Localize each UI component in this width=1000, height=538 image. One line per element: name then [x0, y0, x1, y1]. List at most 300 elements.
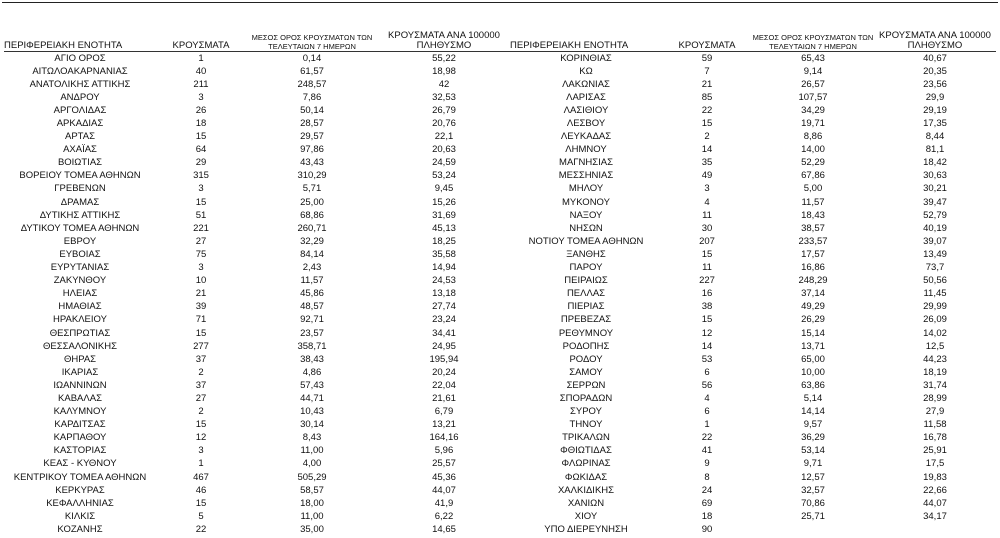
- left-per100k-cell: 26,79: [432, 104, 456, 116]
- right-region-cell: ΡΟΔΟΠΗΣ: [562, 340, 610, 352]
- left-cases-cell: 10: [195, 275, 207, 287]
- right-region-cell: ΠΙΕΡΙΑΣ: [567, 301, 605, 313]
- right-region-cell: ΧΙΟΥ: [574, 510, 598, 522]
- table-row: [4, 117, 996, 130]
- right-avg7-cell: 19,71: [801, 118, 825, 130]
- right-per100k-cell: 27,9: [925, 406, 945, 418]
- right-per100k-cell: 52,79: [923, 209, 947, 221]
- left-cases-cell: 3: [198, 262, 204, 274]
- left-region-cell: ΔΡΑΜΑΣ: [60, 196, 100, 208]
- left-cases-cell: 21: [195, 288, 207, 300]
- right-cases-cell: 15: [701, 118, 713, 130]
- left-region-cell: ΚΕΑΣ - ΚΥΘΝΟΥ: [43, 458, 117, 470]
- left-per100k-cell: 24,95: [432, 340, 456, 352]
- right-region-cell: ΤΗΝΟΥ: [569, 419, 603, 431]
- left-per100k-cell: 22,1: [434, 131, 454, 143]
- left-cases-cell: 18: [195, 118, 207, 130]
- right-avg7-cell: 32,57: [801, 484, 825, 496]
- right-cases-cell: 207: [699, 235, 715, 247]
- right-cases-cell: 22: [701, 104, 713, 116]
- table-row: [4, 510, 996, 523]
- right-avg7-cell: 26,29: [801, 314, 825, 326]
- right-avg7-cell: 9,14: [803, 65, 823, 77]
- left-avg7-cell: 18,00: [300, 497, 324, 509]
- left-per100k-cell: 20,76: [432, 118, 456, 130]
- left-per100k-cell: 14,94: [432, 262, 456, 274]
- header-avg7-right: ΜΕΣΟΣ ΟΡΟΣ ΚΡΟΥΣΜΑΤΩΝ ΤΩΝ ΤΕΛΕΥΤΑΙΩΝ 7 ΗΜΕΡΩΝ: [752, 22, 874, 51]
- right-avg7-cell: 37,14: [801, 288, 825, 300]
- right-avg7-cell: 16,86: [801, 262, 825, 274]
- top-border-line: [2, 2, 998, 3]
- left-cases-cell: 1: [198, 458, 204, 470]
- right-per100k-cell: 39,07: [923, 235, 947, 247]
- table-row: [4, 51, 996, 65]
- right-cases-cell: 14: [701, 340, 713, 352]
- left-region-cell: ΑΡΚΑΔΙΑΣ: [56, 118, 104, 130]
- right-region-cell: ΦΩΚΙΔΑΣ: [564, 471, 608, 483]
- left-region-cell: ΑΓΙΟ ΟΡΟΣ: [54, 52, 106, 64]
- left-cases-cell: 221: [193, 222, 209, 234]
- header-per100k-left: ΚΡΟΥΣΜΑΤΑ ΑΝΑ 100000 ΠΛΗΘΥΣΜΟ: [378, 22, 510, 51]
- table-row: [4, 300, 996, 313]
- right-avg7-cell: 36,29: [801, 432, 825, 444]
- right-region-cell: ΧΑΛΚΙΔΙΚΗΣ: [557, 484, 615, 496]
- left-region-cell: ΔΥΤΙΚΗΣ ΑΤΤΙΚΗΣ: [39, 209, 121, 221]
- left-region-cell: ΑΧΑΪΑΣ: [63, 144, 97, 156]
- table-row: [4, 248, 996, 261]
- right-region-cell: ΛΑΣΙΘΙΟΥ: [563, 104, 609, 116]
- left-per100k-cell: 53,24: [432, 170, 456, 182]
- right-per100k-cell: 16,78: [923, 432, 947, 444]
- right-region-cell: ΣΥΡΟΥ: [570, 406, 602, 418]
- right-cases-cell: 22: [701, 432, 713, 444]
- left-cases-cell: 2: [198, 406, 204, 418]
- left-cases-cell: 467: [193, 471, 209, 483]
- left-cases-cell: 12: [195, 432, 207, 444]
- left-per100k-cell: 20,63: [432, 144, 456, 156]
- left-cases-cell: 211: [193, 78, 209, 90]
- right-cases-cell: 56: [701, 379, 713, 391]
- right-per100k-cell: 17,35: [923, 118, 947, 130]
- right-per100k-cell: 18,19: [923, 366, 947, 378]
- table-row: [4, 91, 996, 104]
- right-avg7-cell: 107,57: [798, 91, 828, 103]
- left-avg7-cell: 11,57: [300, 275, 324, 287]
- left-region-cell: ΕΥΒΟΙΑΣ: [59, 248, 101, 260]
- right-per100k-cell: 73,7: [925, 262, 945, 274]
- left-cases-cell: 40: [195, 65, 207, 77]
- table-row: [4, 235, 996, 248]
- right-cases-cell: 6: [704, 406, 710, 418]
- left-region-cell: ΚΑΡΠΑΘΟΥ: [53, 432, 107, 444]
- left-region-cell: ΑΡΤΑΣ: [65, 131, 95, 143]
- right-avg7-cell: 13,71: [801, 340, 825, 352]
- table-row: [4, 353, 996, 366]
- right-cases-cell: 6: [704, 366, 710, 378]
- right-avg7-cell: 18,43: [801, 209, 825, 221]
- left-per100k-cell: 18,98: [432, 65, 456, 77]
- left-avg7-cell: 45,86: [300, 288, 324, 300]
- right-avg7-cell: 34,29: [801, 104, 825, 116]
- left-per100k-cell: 24,53: [432, 275, 456, 287]
- left-avg7-cell: 4,86: [302, 366, 322, 378]
- right-cases-cell: 4: [704, 196, 710, 208]
- left-region-cell: ΚΑΡΔΙΤΣΑΣ: [54, 419, 106, 431]
- left-region-cell: ΘΕΣΣΑΛΟΝΙΚΗΣ: [43, 340, 117, 352]
- right-avg7-cell: 11,57: [801, 196, 825, 208]
- left-region-cell: ΑΝΑΤΟΛΙΚΗΣ ΑΤΤΙΚΗΣ: [29, 78, 131, 90]
- left-avg7-cell: 92,71: [300, 314, 324, 326]
- right-per100k-cell: [874, 523, 996, 536]
- right-cases-cell: 4: [704, 392, 710, 404]
- left-avg7-cell: 0,14: [302, 52, 322, 64]
- right-region-cell: ΦΛΩΡΙΝΑΣ: [561, 458, 611, 470]
- left-cases-cell: 51: [195, 209, 207, 221]
- left-per100k-cell: 13,21: [432, 419, 456, 431]
- left-avg7-cell: 248,57: [297, 78, 327, 90]
- left-avg7-cell: 260,71: [297, 222, 327, 234]
- right-per100k-cell: 34,17: [923, 510, 947, 522]
- left-cases-cell: 5: [198, 510, 204, 522]
- left-cases-cell: 3: [198, 183, 204, 195]
- right-region-cell: ΜΑΓΝΗΣΙΑΣ: [559, 157, 613, 169]
- table-row: [4, 523, 996, 536]
- left-region-cell: ΘΕΣΠΡΩΤΙΑΣ: [49, 327, 111, 339]
- right-cases-cell: 14: [701, 144, 713, 156]
- right-cases-cell: 15: [701, 314, 713, 326]
- left-avg7-cell: 23,57: [300, 327, 324, 339]
- left-region-cell: ΒΟΡΕΙΟΥ ΤΟΜΕΑ ΑΘΗΝΩΝ: [19, 170, 141, 182]
- left-avg7-cell: 30,14: [300, 419, 324, 431]
- right-region-cell: ΛΗΜΝΟΥ: [565, 144, 607, 156]
- left-per100k-cell: 41,9: [434, 497, 454, 509]
- right-region-cell: ΤΡΙΚΑΛΩΝ: [562, 432, 610, 444]
- left-per100k-cell: 45,13: [432, 222, 456, 234]
- right-cases-cell: 69: [701, 497, 713, 509]
- table-row: [4, 484, 996, 497]
- left-avg7-cell: 25,00: [300, 196, 324, 208]
- right-region-cell: ΦΘΙΩΤΙΔΑΣ: [560, 445, 612, 457]
- left-cases-cell: 2: [198, 366, 204, 378]
- right-per100k-cell: 17,5: [925, 458, 945, 470]
- left-per100k-cell: 21,61: [432, 392, 456, 404]
- left-cases-cell: 315: [193, 170, 209, 182]
- table-row: [4, 261, 996, 274]
- right-avg7-cell: 38,57: [801, 222, 825, 234]
- right-region-cell: ΛΕΥΚΑΔΑΣ: [560, 131, 612, 143]
- right-cases-cell: 21: [701, 78, 713, 90]
- right-avg7-cell: 14,00: [801, 144, 825, 156]
- table-row: [4, 182, 996, 195]
- left-avg7-cell: 48,57: [300, 301, 324, 313]
- right-region-cell: ΜΗΛΟΥ: [568, 183, 604, 195]
- right-avg7-cell: 49,29: [801, 301, 825, 313]
- left-cases-cell: 64: [195, 144, 207, 156]
- table-row: [4, 209, 996, 222]
- left-per100k-cell: 14,65: [432, 523, 456, 535]
- left-avg7-cell: 28,57: [300, 118, 324, 130]
- header-per100k-right: ΚΡΟΥΣΜΑΤΑ ΑΝΑ 100000 ΠΛΗΘΥΣΜΟ: [874, 22, 996, 51]
- left-region-cell: ΙΩΑΝΝΙΝΩΝ: [53, 379, 107, 391]
- left-region-cell: ΚΕΦΑΛΛΗΝΙΑΣ: [46, 497, 114, 509]
- right-avg7-cell: 53,14: [801, 445, 825, 457]
- right-avg7-cell: 9,57: [803, 419, 823, 431]
- right-cases-cell: 15: [701, 248, 713, 260]
- right-region-cell: ΧΑΝΙΩΝ: [567, 497, 605, 509]
- table-row: [4, 444, 996, 457]
- table-row: [4, 497, 996, 510]
- left-avg7-cell: 43,43: [300, 157, 324, 169]
- covid-cases-table: [4, 22, 996, 536]
- right-avg7-cell: 14,14: [801, 406, 825, 418]
- left-per100k-cell: 32,53: [432, 91, 456, 103]
- right-cases-cell: 35: [701, 157, 713, 169]
- right-per100k-cell: 81,1: [925, 144, 945, 156]
- left-avg7-cell: 50,14: [300, 104, 324, 116]
- right-region-cell: ΥΠΟ ΔΙΕΡΕΥΝΗΣΗ: [544, 523, 628, 535]
- left-region-cell: ΗΡΑΚΛΕΙΟΥ: [53, 314, 107, 326]
- left-region-cell: ΚΟΖΑΝΗΣ: [57, 523, 103, 535]
- right-per100k-cell: 14,02: [923, 327, 947, 339]
- left-per100k-cell: 31,69: [432, 209, 456, 221]
- right-cases-cell: 2: [704, 131, 710, 143]
- right-region-cell: ΝΗΣΩΝ: [569, 222, 603, 234]
- table-row: [4, 340, 996, 353]
- left-avg7-cell: 84,14: [300, 248, 324, 260]
- right-per100k-cell: 29,99: [923, 301, 947, 313]
- left-per100k-cell: 20,24: [432, 366, 456, 378]
- header-region-right: ΠΕΡΙΦΕΡΕΙΑΚΗ ΕΝΟΤΗΤΑ: [510, 22, 662, 51]
- right-per100k-cell: 31,74: [923, 379, 947, 391]
- left-per100k-cell: 195,94: [429, 353, 459, 365]
- left-region-cell: ΕΥΡΥΤΑΝΙΑΣ: [50, 262, 110, 274]
- left-avg7-cell: 29,57: [300, 131, 324, 143]
- left-cases-cell: 3: [198, 445, 204, 457]
- left-cases-cell: 15: [195, 327, 207, 339]
- left-per100k-cell: 44,07: [432, 484, 456, 496]
- table-row: [4, 169, 996, 182]
- left-region-cell: ΙΚΑΡΙΑΣ: [61, 366, 99, 378]
- left-cases-cell: 27: [195, 392, 207, 404]
- right-cases-cell: 41: [701, 445, 713, 457]
- right-cases-cell: 3: [704, 183, 710, 195]
- right-per100k-cell: 11,58: [923, 419, 947, 431]
- left-per100k-cell: 9,45: [434, 183, 454, 195]
- right-cases-cell: 18: [701, 510, 713, 522]
- left-region-cell: ΕΒΡΟΥ: [63, 235, 97, 247]
- left-avg7-cell: 310,29: [297, 170, 327, 182]
- table-row: [4, 457, 996, 470]
- left-per100k-cell: 23,24: [432, 314, 456, 326]
- left-per100k-cell: 34,41: [432, 327, 456, 339]
- right-avg7-cell: 233,57: [798, 235, 828, 247]
- right-avg7-cell: 26,57: [801, 78, 825, 90]
- left-avg7-cell: 35,00: [300, 523, 324, 535]
- table-row: [4, 431, 996, 444]
- left-cases-cell: 46: [195, 484, 207, 496]
- table-row: [4, 65, 996, 78]
- right-avg7-cell: 25,71: [801, 510, 825, 522]
- table-row: [4, 326, 996, 339]
- right-avg7-cell: 65,43: [801, 52, 825, 64]
- table-row: [4, 471, 996, 484]
- table-row: [4, 405, 996, 418]
- left-cases-cell: 15: [195, 497, 207, 509]
- left-avg7-cell: 57,43: [300, 379, 324, 391]
- left-avg7-cell: 11,00: [300, 510, 324, 522]
- left-per100k-cell: 45,36: [432, 471, 456, 483]
- right-avg7-cell: 8,86: [803, 131, 823, 143]
- right-region-cell: ΣΕΡΡΩΝ: [566, 379, 606, 391]
- left-avg7-cell: 358,71: [297, 340, 327, 352]
- left-cases-cell: 26: [195, 104, 207, 116]
- left-avg7-cell: 58,57: [300, 484, 324, 496]
- right-avg7-cell: 12,57: [801, 471, 825, 483]
- right-avg7-cell: 52,29: [801, 157, 825, 169]
- right-per100k-cell: 50,56: [923, 275, 947, 287]
- right-per100k-cell: 40,67: [923, 52, 947, 64]
- left-region-cell: ΒΟΙΩΤΙΑΣ: [57, 157, 103, 169]
- right-region-cell: ΜΥΚΟΝΟΥ: [562, 196, 610, 208]
- right-per100k-cell: 8,44: [925, 131, 945, 143]
- left-region-cell: ΑΙΤΩΛΟΑΚΑΡΝΑΝΙΑΣ: [32, 65, 128, 77]
- right-region-cell: ΚΩ: [579, 65, 593, 77]
- right-region-cell: ΛΕΣΒΟΥ: [566, 118, 606, 130]
- left-per100k-cell: 5,96: [434, 445, 454, 457]
- table-row: [4, 156, 996, 169]
- right-cases-cell: 38: [701, 301, 713, 313]
- left-region-cell: ΚΑΛΥΜΝΟΥ: [53, 406, 107, 418]
- table-row: [4, 274, 996, 287]
- left-cases-cell: 29: [195, 157, 207, 169]
- left-per100k-cell: 18,25: [432, 235, 456, 247]
- left-per100k-cell: 13,18: [432, 288, 456, 300]
- left-region-cell: ΚΑΣΤΟΡΙΑΣ: [53, 445, 107, 457]
- right-cases-cell: 90: [701, 523, 713, 535]
- left-cases-cell: 39: [195, 301, 207, 313]
- header-avg7-left: ΜΕΣΟΣ ΟΡΟΣ ΚΡΟΥΣΜΑΤΩΝ ΤΩΝ ΤΕΛΕΥΤΑΙΩΝ 7 ΗΜΕΡΩΝ: [246, 22, 378, 51]
- table-row: [4, 418, 996, 431]
- right-avg7-cell: [752, 523, 874, 536]
- right-avg7-cell: 9,71: [803, 458, 823, 470]
- table-row: [4, 222, 996, 235]
- right-region-cell: ΝΟΤΙΟΥ ΤΟΜΕΑ ΑΘΗΝΩΝ: [528, 235, 644, 247]
- left-cases-cell: 15: [195, 131, 207, 143]
- right-avg7-cell: 5,00: [803, 183, 823, 195]
- right-region-cell: ΣΠΟΡΑΔΩΝ: [559, 392, 613, 404]
- table-row: [4, 196, 996, 209]
- left-avg7-cell: 32,29: [300, 235, 324, 247]
- left-per100k-cell: 6,79: [434, 406, 454, 418]
- right-cases-cell: 30: [701, 222, 713, 234]
- left-region-cell: ΗΛΕΙΑΣ: [62, 288, 98, 300]
- right-cases-cell: 16: [701, 288, 713, 300]
- right-per100k-cell: 12,5: [925, 340, 945, 352]
- left-avg7-cell: 44,71: [300, 392, 324, 404]
- header-cases-left: ΚΡΟΥΣΜΑΤΑ: [156, 22, 246, 51]
- right-per100k-cell: 44,23: [923, 353, 947, 365]
- right-cases-cell: 8: [704, 471, 710, 483]
- left-cases-cell: 37: [195, 379, 207, 391]
- right-cases-cell: 85: [701, 91, 713, 103]
- right-per100k-cell: 44,07: [923, 497, 947, 509]
- table-row: [4, 366, 996, 379]
- right-cases-cell: 9: [704, 458, 710, 470]
- right-avg7-cell: 65,00: [801, 353, 825, 365]
- right-per100k-cell: 39,47: [923, 196, 947, 208]
- left-avg7-cell: 2,43: [302, 262, 322, 274]
- right-cases-cell: 12: [701, 327, 713, 339]
- left-avg7-cell: 38,43: [300, 353, 324, 365]
- left-cases-cell: 37: [195, 353, 207, 365]
- right-per100k-cell: 20,35: [923, 65, 947, 77]
- right-per100k-cell: 28,99: [923, 392, 947, 404]
- right-avg7-cell: 15,14: [801, 327, 825, 339]
- left-region-cell: ΓΡΕΒΕΝΩΝ: [54, 183, 106, 195]
- right-cases-cell: 227: [699, 275, 715, 287]
- right-cases-cell: 11: [702, 209, 712, 221]
- table-header-row: [4, 22, 996, 51]
- right-region-cell: ΠΕΛΛΑΣ: [566, 288, 606, 300]
- right-region-cell: ΡΟΔΟΥ: [569, 353, 603, 365]
- right-avg7-cell: 63,86: [801, 379, 825, 391]
- left-cases-cell: 15: [195, 419, 207, 431]
- table-body: [4, 51, 996, 536]
- left-avg7-cell: 8,43: [302, 432, 322, 444]
- left-per100k-cell: 6,22: [434, 510, 454, 522]
- left-avg7-cell: 505,29: [297, 471, 327, 483]
- left-avg7-cell: 10,43: [300, 406, 324, 418]
- left-per100k-cell: 35,58: [432, 248, 456, 260]
- right-per100k-cell: 22,66: [923, 484, 947, 496]
- left-region-cell: ΚΙΛΚΙΣ: [64, 510, 96, 522]
- table-row: [4, 313, 996, 326]
- right-cases-cell: 49: [701, 170, 713, 182]
- right-cases-cell: 7: [704, 65, 710, 77]
- table-row: [4, 392, 996, 405]
- right-region-cell: ΞΑΝΘΗΣ: [566, 248, 606, 260]
- left-avg7-cell: 11,00: [300, 445, 324, 457]
- header-cases-right: ΚΡΟΥΣΜΑΤΑ: [662, 22, 752, 51]
- left-region-cell: ΑΡΓΟΛΙΔΑΣ: [53, 104, 107, 116]
- right-per100k-cell: 23,56: [923, 78, 947, 90]
- left-cases-cell: 71: [195, 314, 207, 326]
- left-region-cell: ΑΝΔΡΟΥ: [60, 91, 100, 103]
- table-row: [4, 104, 996, 117]
- table-row: [4, 287, 996, 300]
- right-cases-cell: 11: [702, 262, 712, 274]
- right-cases-cell: 1: [704, 419, 710, 431]
- right-per100k-cell: 11,45: [923, 288, 947, 300]
- left-region-cell: ΚΑΒΑΛΑΣ: [58, 392, 102, 404]
- left-per100k-cell: 24,59: [432, 157, 456, 169]
- right-per100k-cell: 13,49: [923, 248, 947, 260]
- right-region-cell: ΠΕΙΡΑΙΩΣ: [564, 275, 608, 287]
- right-region-cell: ΜΕΣΣΗΝΙΑΣ: [558, 170, 614, 182]
- right-region-cell: ΠΡΕΒΕΖΑΣ: [560, 314, 612, 326]
- right-region-cell: ΣΑΜΟΥ: [569, 366, 603, 378]
- right-per100k-cell: 30,63: [923, 170, 947, 182]
- right-per100k-cell: 30,21: [923, 183, 947, 195]
- left-avg7-cell: 97,86: [300, 144, 324, 156]
- right-region-cell: ΚΟΡΙΝΘΙΑΣ: [560, 52, 612, 64]
- right-avg7-cell: 67,86: [801, 170, 825, 182]
- right-region-cell: ΛΑΡΙΣΑΣ: [566, 91, 606, 103]
- right-avg7-cell: 248,29: [798, 275, 828, 287]
- left-per100k-cell: 22,04: [432, 379, 456, 391]
- right-avg7-cell: 10,00: [801, 366, 825, 378]
- right-per100k-cell: 40,19: [923, 222, 947, 234]
